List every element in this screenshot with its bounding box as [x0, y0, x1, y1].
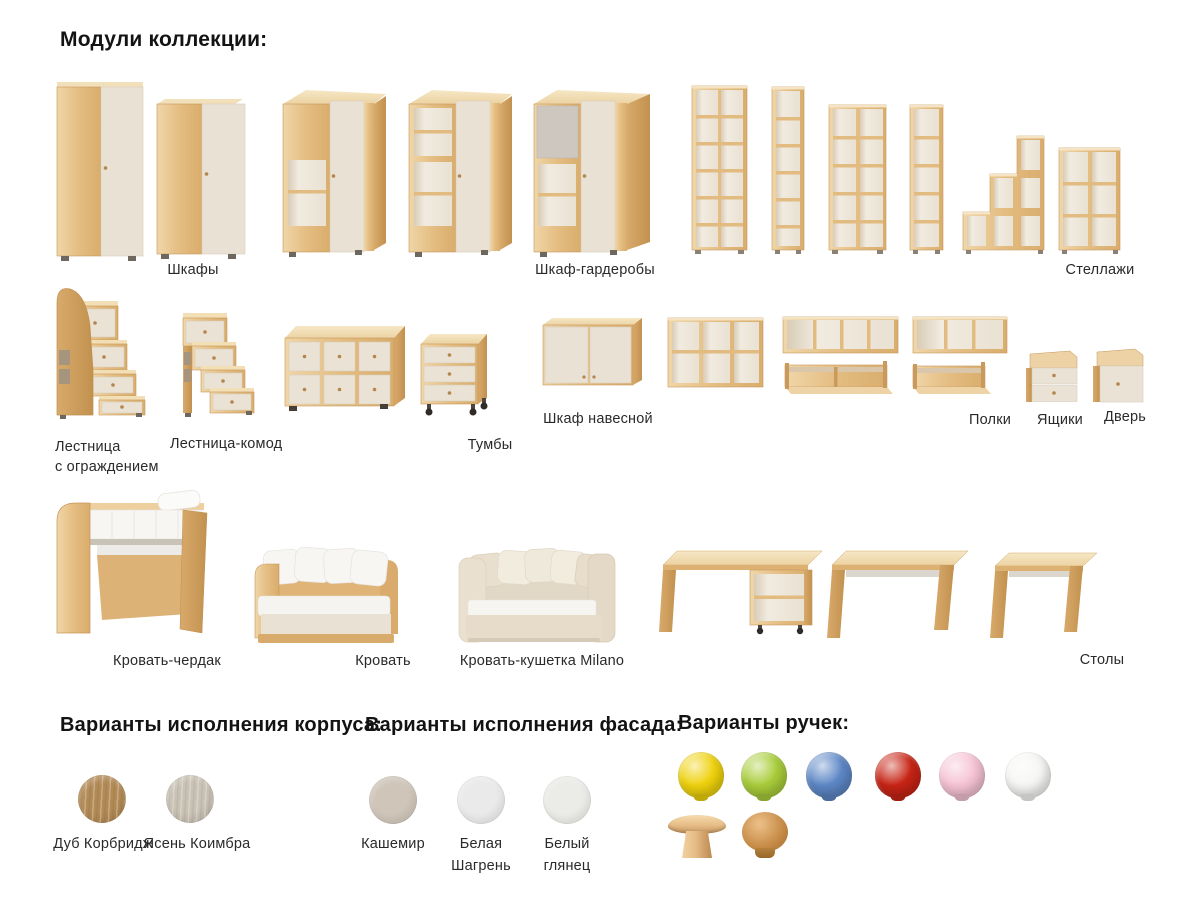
- ladder-with-railing: [57, 289, 145, 419]
- label-wardrobe-closets: Шкаф-гардеробы: [535, 262, 655, 278]
- handle-knob-green: [741, 752, 787, 798]
- shelf-unit-stair: [963, 136, 1044, 254]
- label-ladder-with-railing: Лестница с ограждением: [55, 439, 159, 475]
- body-swatch-ash-coimbra: [166, 775, 214, 823]
- label-ash-coimbra: Ясень Коимбра: [143, 836, 251, 852]
- handle-knob-red: [875, 752, 921, 798]
- label-loft-bed: Кровать-чердак: [113, 653, 221, 669]
- wardrobe-1: [57, 82, 143, 261]
- label-ladder-dresser: Лестница-комод: [170, 436, 283, 452]
- door-insert-module: [1093, 349, 1143, 402]
- facade-swatch-white-gloss: [543, 776, 591, 824]
- handle-knob-yellow: [678, 752, 724, 798]
- wood-knob-ball: [742, 812, 788, 852]
- facade-swatch-white-shagreen: [457, 776, 505, 824]
- dresser-6-drawers: [285, 326, 405, 411]
- handle-knob-pink: [939, 752, 985, 798]
- wood-knob-base: [755, 848, 775, 858]
- bed: [255, 547, 398, 643]
- mobile-pedestal: [421, 334, 488, 416]
- label-desks: Столы: [1079, 652, 1125, 668]
- label-shelves: Полки: [968, 412, 1012, 428]
- corner-wardrobe-2: [409, 90, 512, 257]
- handle-knob-blue: [806, 752, 852, 798]
- handle-knob-white: [1005, 752, 1051, 798]
- label-cashmere: Кашемир: [361, 836, 425, 852]
- desk-small: [990, 553, 1097, 638]
- label-wardrobes: Шкафы: [167, 262, 219, 278]
- label-white-shagreen-1: Белая: [459, 836, 503, 852]
- body-swatch-oak-corbridge: [78, 775, 126, 823]
- open-cube-shelf-3x2: [668, 318, 763, 387]
- facade-swatch-cashmere: [369, 776, 417, 824]
- handles-heading: Варианты ручек:: [678, 712, 850, 734]
- handle-knob-wood-round: [742, 812, 788, 860]
- label-shelving: Стеллажи: [1065, 262, 1135, 278]
- loft-bed: [57, 490, 207, 633]
- wall-cabinet: [543, 318, 642, 385]
- label-wall-cabinet: Шкаф навесной: [543, 411, 653, 427]
- wall-rail-shelf: [913, 362, 991, 394]
- shelf-unit-2x3: [1059, 148, 1120, 254]
- label-door-insert: Дверь: [1103, 409, 1147, 425]
- label-cabinets: Тумбы: [467, 437, 513, 453]
- desk-with-cabinet: [659, 551, 822, 634]
- label-bed: Кровать: [355, 653, 411, 669]
- shelf-unit-1x6: [772, 87, 804, 254]
- body-options-heading: Варианты исполнения корпуса:: [60, 714, 383, 736]
- label-white-gloss-2: глянец: [543, 858, 591, 874]
- open-shelf-4-cell: [783, 317, 898, 353]
- label-oak-corbridge: Дуб Корбридж: [53, 836, 153, 852]
- corner-wardrobe-1: [283, 90, 386, 257]
- wardrobe-2: [157, 99, 245, 259]
- label-white-shagreen-2: Шагрень: [451, 858, 511, 874]
- drawer-insert-module: [1026, 351, 1077, 402]
- label-drawer-inserts: Ящики: [1037, 412, 1083, 428]
- daybed-milano: [459, 548, 615, 642]
- open-shelf-3-cell: [913, 317, 1007, 353]
- corner-wardrobe-3: [534, 90, 650, 257]
- page-title: Модули коллекции:: [60, 28, 268, 51]
- wall-rail-shelf-divided: [785, 361, 893, 394]
- shelf-unit-2x5: [829, 105, 886, 254]
- handle-knob-wood-mushroom: [668, 815, 726, 861]
- label-white-gloss-1: Белый: [544, 836, 590, 852]
- facade-options-heading: Варианты исполнения фасада:: [365, 714, 683, 736]
- shelf-unit-1x5: [910, 105, 943, 254]
- wood-knob-stem: [682, 831, 712, 858]
- ladder-dresser: [183, 313, 254, 417]
- desk-large: [827, 551, 968, 638]
- shelf-unit-2x6: [692, 86, 747, 254]
- label-daybed: Кровать-кушетка Milano: [459, 653, 625, 669]
